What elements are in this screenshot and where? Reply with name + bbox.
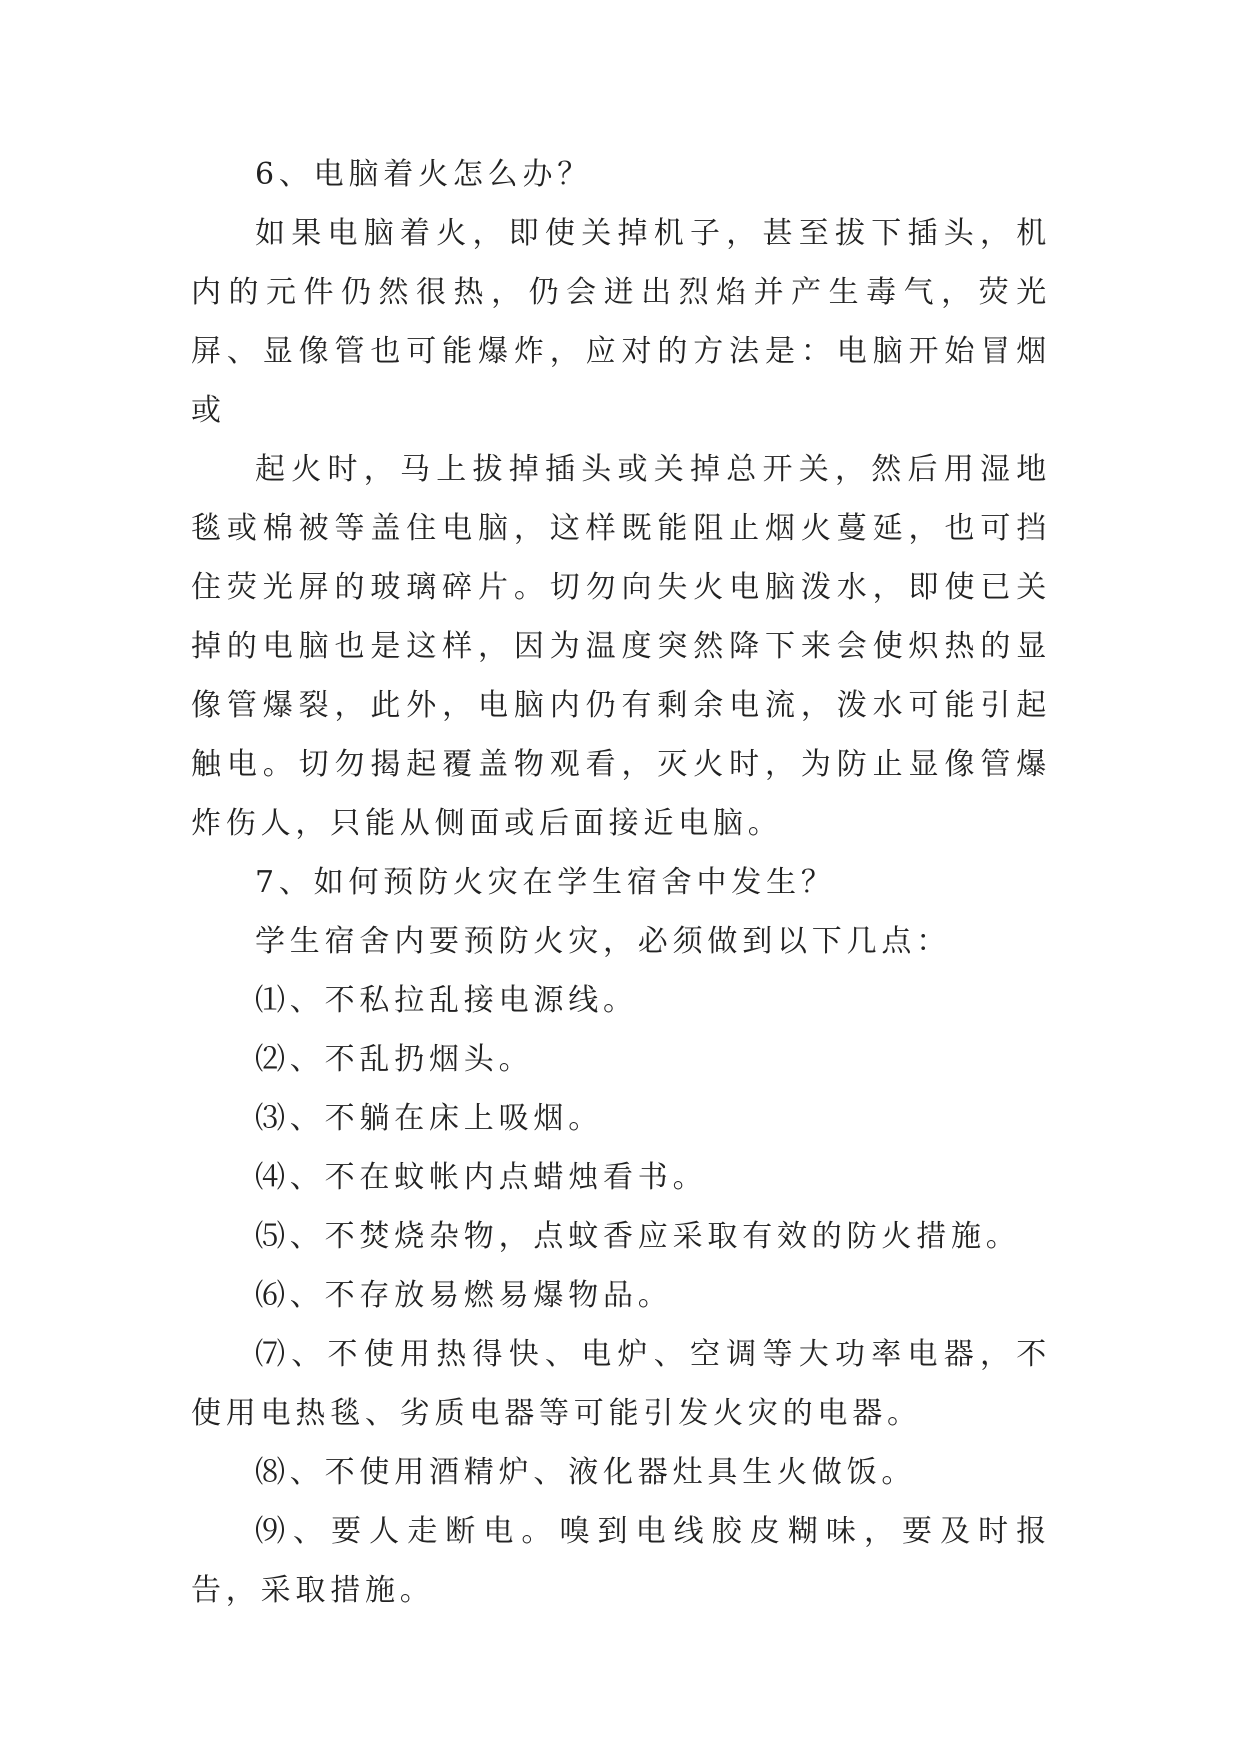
list-item: ⑹、不存放易燃易爆物品。 [255,1278,673,1313]
section-heading-6: 6、电脑着火怎么办？ [255,157,593,192]
list-item: ⑻、不使用酒精炉、液化器灶具生火做饭。 [255,1455,917,1490]
list-item: ⑼、要人走断电。嗅到电线胶皮糊味，要及时报告，采取措施。 [191,1514,1051,1608]
paragraph-fire-response: 起火时，马上拔掉插头或关掉总开关，然后用湿地毯或棉被等盖住电脑，这样既能阻止烟火蔓延，也可挡住荧光屏的玻璃碎片。切勿向失火电脑泼水，即使已关掉的电脑也是这样，因为温度突然降下来会使炽热的显像管爆裂，此外，电脑内仍有剩余电流，泼水可能引起触电。切勿揭起覆盖物观看，灭火时，为防止显像管爆炸伤人，只能从侧面或后面接近电脑。 [191,452,1051,841]
list-item: ⑴、不私拉乱接电源线。 [255,983,638,1018]
list-item: ⑸、不焚烧杂物，点蚊香应采取有效的防火措施。 [255,1219,1021,1254]
list-item: ⑶、不躺在床上吸烟。 [255,1101,603,1136]
paragraph-dorm-intro: 学生宿舍内要预防火灾，必须做到以下几点： [255,924,951,959]
list-item: ⑷、不在蚊帐内点蜡烛看书。 [255,1160,708,1195]
list-item: ⑺、不使用热得快、电炉、空调等大功率电器，不使用电热毯、劣质电器等可能引发火灾的电器。 [191,1337,1051,1431]
paragraph-computer-fire: 如果电脑着火，即使关掉机子，甚至拔下插头，机内的元件仍然很热，仍会迸出烈焰并产生毒气，荧光屏、显像管也可能爆炸，应对的方法是：电脑开始冒烟或 [191,216,1051,428]
section-heading-7: 7、如何预防火灾在学生宿舍中发生？ [255,865,836,900]
list-item: ⑵、不乱扔烟头。 [255,1042,534,1077]
document-body [191,145,1051,1620]
